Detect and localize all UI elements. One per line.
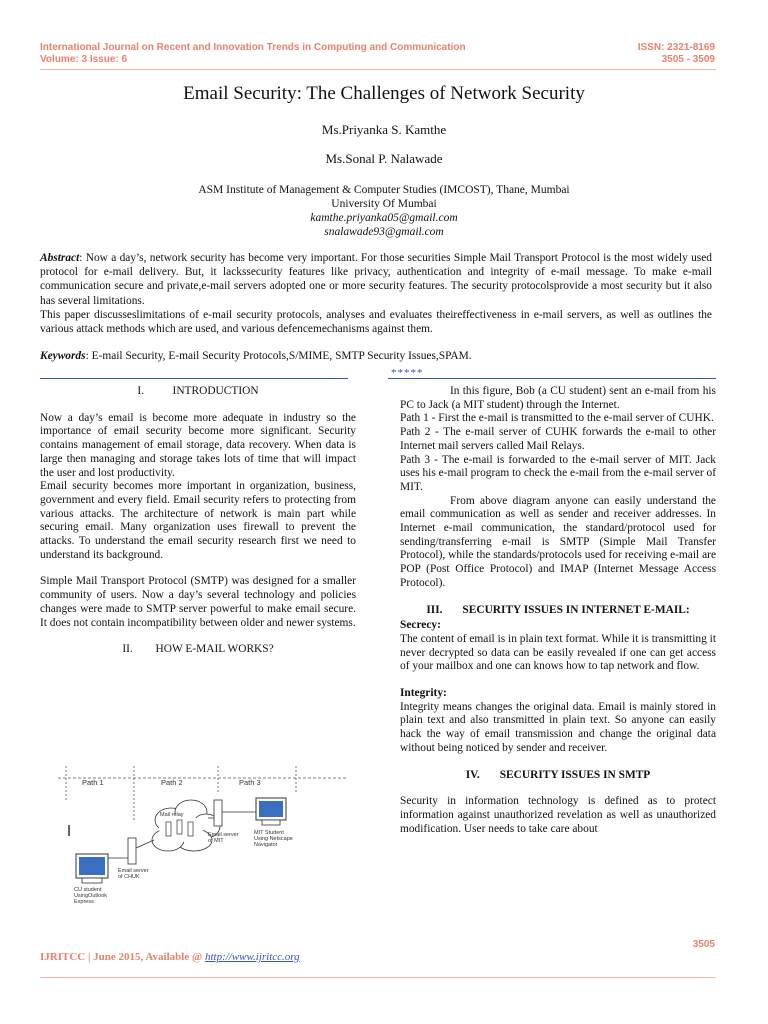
intro-paragraph-1: Now a day’s email is become more adequate in industry so the importance of email security become more significant. Security contains management of email storage, data recovery. When data is large then managing and storage takes lots of time that will impact the user and lost productivity.	[40, 411, 356, 479]
email-2: snalawade93@gmail.com	[324, 226, 444, 238]
footer-left	[40, 951, 300, 963]
left-column	[40, 385, 356, 657]
institute: ASM Institute of Management & Computer Studies (IMCOST), Thane, Mumbai	[198, 184, 570, 196]
footer-rule	[40, 977, 716, 978]
mit-student-label-2: Using Netscape	[254, 836, 293, 842]
running-header-left	[40, 42, 466, 66]
author-1: Ms.Priyanka S. Kamthe	[321, 122, 447, 137]
email-path-diagram	[56, 760, 356, 920]
path-2-label: Path 2	[161, 778, 183, 787]
relay-server-3	[188, 822, 193, 836]
journal-website-link[interactable]: http://www.ijritcc.org	[204, 951, 300, 963]
mit-server-label-1: Email server	[208, 832, 239, 838]
affiliation	[0, 183, 768, 239]
keywords-text: : E-mail Security, E-mail Security Protocols,S/MIME, SMTP Security Issues,SPAM.	[85, 350, 472, 362]
abstract	[40, 251, 712, 336]
email-1: kamthe.priyanka05@gmail.com	[310, 212, 458, 224]
cu-student-computer-icon	[76, 854, 108, 883]
intro-paragraph-2: Email security becomes more important in organization, business, government and every field. Email security refers to protecting from various attacks. The architecture of network is main part while securing email. Many organization uses firewall to prevent the attacks. To understand the email security research first we need to understand its background.	[40, 480, 356, 561]
paper-title: Email Security: The Challenges of Network Security	[183, 83, 585, 104]
abstract-text-2: This paper discusseslimitations of e-mail security protocols, analyses and evaluates theireffectiveness in e-mail servers, as well as outlines the various attack methods which are used, and various defencemechanisms against them.	[40, 308, 712, 336]
relay-server-2	[177, 820, 182, 834]
cu-student-label-3: Express	[74, 899, 94, 905]
header-rule	[40, 69, 716, 70]
running-header-right	[638, 42, 715, 66]
page-range: 3505 - 3509	[661, 54, 715, 65]
smtp-paragraph: Security in information technology is defined as to protect information against unauthorized revelation as well as unauthorized modification. User needs to take care about	[400, 795, 716, 835]
path-1-label: Path 1	[82, 778, 104, 787]
cuhk-server-label-1: Email server	[118, 868, 149, 874]
path-1-description: Path 1 - First the e-mail is transmitted to the e-mail server of CUHK.	[400, 412, 714, 425]
protocol-paragraph: From above diagram anyone can easily understand the email communication as well as sender and receiver addresses. In Internet e-mail communication, the standard/protocol used for sending/transferring e-mail is SMTP (Simple Mail Transfer Protocol), while the standards/protocols used for receiving e-mail are POP (Post Office Protocol) and IMAP (Internet Message Access Protocol).	[400, 494, 716, 589]
mail-relay-label: Mail relay	[160, 812, 184, 818]
keywords-label: Keywords	[40, 350, 86, 362]
section-heading-security-issues-email: III. SECURITY ISSUES IN INTERNET E-MAIL:	[426, 603, 690, 616]
author-2: Ms.Sonal P. Nalawade	[325, 151, 443, 166]
integrity-paragraph: Integrity means changes the original data. Email is mainly stored in plain text and also transmitted in plain text. So anyone can easily hack the way of email transmission and change the original data without being noticed by sender and receiver.	[400, 700, 716, 754]
secrecy-heading: Secrecy:	[400, 619, 441, 632]
abstract-label: Abstract	[40, 252, 80, 264]
university: University Of Mumbai	[331, 198, 437, 210]
mit-server-label-2: of MIT	[208, 838, 224, 844]
mit-email-server	[214, 800, 222, 826]
footer-page-number: 3505	[692, 939, 715, 950]
right-column	[400, 385, 716, 836]
cuhk-server-label-2: of CHUK	[118, 874, 140, 880]
volume-issue: Volume: 3 Issue: 6	[40, 54, 128, 65]
separator-stars: *****	[391, 367, 424, 379]
separator-line-right	[388, 378, 716, 379]
abstract-text: : Now a day’s, network security has become very important. For those securities Simple Mail Transport Protocol is the most widely used protocol for e-mail delivery. But, it lackssecurity features like privacy, authentication and integrity of e-mail message. To make e-mail communication secure and private,e-mail servers adopted one or more security features. The security protocolsprovide a most security but it also has several limitations.	[40, 252, 712, 307]
section-heading-how-email-works: II. HOW E-MAIL WORKS?	[122, 643, 274, 656]
section-heading-introduction: I. INTRODUCTION	[137, 385, 259, 397]
separator-line-left	[40, 378, 348, 379]
mit-student-computer-icon	[256, 798, 286, 825]
figure-description: In this figure, Bob (a CU student) sent an e-mail from his PC to Jack (a MIT student) through the Internet.	[400, 385, 716, 411]
mit-student-label-3: Navigator	[254, 842, 278, 848]
integrity-heading: Integrity:	[400, 687, 447, 700]
secrecy-paragraph: The content of email is in plain text format. While it is transmitting it never decrypted so data can be easily revealed if one can get access of your mailbox and one can knows how to tap network and flow.	[400, 632, 716, 673]
cu-student-label-1: CU student	[74, 887, 102, 893]
footer-journal: IJRITCC | June 2015, Available @	[40, 951, 205, 963]
section-heading-security-issues-smtp: IV. SECURITY ISSUES IN SMTP	[465, 768, 651, 781]
keywords	[40, 350, 712, 362]
cu-student-label-2: UsingOutlook	[74, 893, 108, 899]
cuhk-email-server	[128, 838, 136, 864]
journal-name: International Journal on Recent and Innovation Trends in Computing and Communication	[40, 42, 466, 53]
issn: ISSN: 2321-8169	[637, 42, 715, 53]
path-3-label: Path 3	[239, 778, 261, 787]
mit-student-label-1: MIT Student	[254, 830, 284, 836]
relay-server-1	[166, 822, 171, 836]
path-3-description: Path 3 - The e-mail is forwarded to the e-mail server of MIT. Jack uses his e-mail program to check the e-mail from the e-mail server of MIT.	[400, 453, 716, 493]
intro-paragraph-3: Simple Mail Transport Protocol (SMTP) was designed for a smaller community of users. Now a day’s several technology and policies changes were made to SMTP server powerful to make email secure. It does not contain incompatibility between older and newer systems.	[40, 575, 356, 629]
path-2-description: Path 2 - The e-mail server of CUHK forwards the e-mail to other Internet mail servers called Mail Relays.	[400, 426, 716, 452]
section-separator	[40, 369, 716, 381]
